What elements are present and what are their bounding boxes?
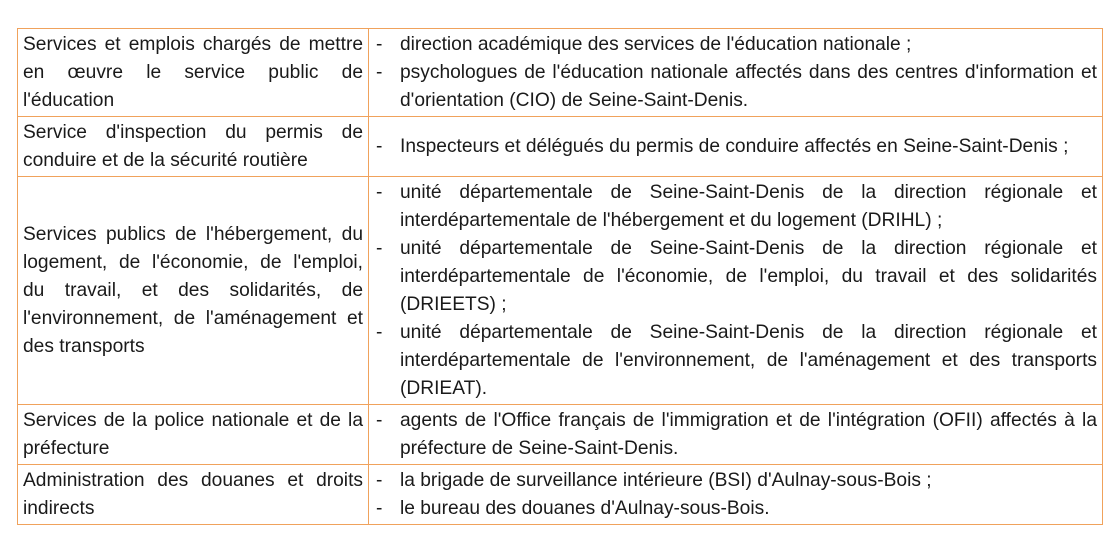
service-cell: Services publics de l'hébergement, du logement, de l'économie, de l'emploi, du travail, et des solidarités, de l'environnement, de l'aménagement et des transports xyxy=(18,177,369,405)
table-row xyxy=(18,177,1103,405)
table-row xyxy=(18,405,1103,465)
table-row xyxy=(18,465,1103,525)
service-cell: Services de la police nationale et de la préfecture xyxy=(18,405,369,465)
table-row xyxy=(18,117,1103,177)
service-cell: Service d'inspection du permis de conduire et de la sécurité routière xyxy=(18,117,369,177)
entities-cell xyxy=(369,465,1103,525)
list-item: - la brigade de surveillance intérieure (BSI) d'Aulnay-sous-Bois ; xyxy=(374,467,1097,495)
services-table xyxy=(17,28,1103,525)
entities-cell xyxy=(369,405,1103,465)
entities-cell xyxy=(369,177,1103,405)
table-row xyxy=(18,29,1103,117)
list-item: - unité départementale de Seine-Saint-Denis de la direction régionale et interdépartementale de l'environnement, de l'aménagement et des transports (DRIEAT). xyxy=(374,319,1097,403)
list-item: - psychologues de l'éducation nationale affectés dans des centres d'information et d'orientation (CIO) de Seine-Saint-Denis. xyxy=(374,59,1097,115)
list-item: - agents de l'Office français de l'immigration et de l'intégration (OFII) affectés à la préfecture de Seine-Saint-Denis. xyxy=(374,407,1097,463)
entity-list xyxy=(374,31,1097,115)
service-cell: Administration des douanes et droits indirects xyxy=(18,465,369,525)
list-item: - unité départementale de Seine-Saint-Denis de la direction régionale et interdépartementale de l'économie, de l'emploi, du travail et des solidarités (DRIEETS) ; xyxy=(374,235,1097,319)
entities-cell xyxy=(369,117,1103,177)
list-item: - le bureau des douanes d'Aulnay-sous-Bois. xyxy=(374,495,1097,523)
entity-list xyxy=(374,467,1097,523)
entity-list xyxy=(374,133,1097,161)
service-cell: Services et emplois chargés de mettre en œuvre le service public de l'éducation xyxy=(18,29,369,117)
entity-list xyxy=(374,407,1097,463)
list-item: - direction académique des services de l'éducation nationale ; xyxy=(374,31,1097,59)
entities-cell xyxy=(369,29,1103,117)
list-item: - unité départementale de Seine-Saint-Denis de la direction régionale et interdépartementale de l'hébergement et du logement (DRIHL) ; xyxy=(374,179,1097,235)
entity-list xyxy=(374,179,1097,403)
list-item: - Inspecteurs et délégués du permis de conduire affectés en Seine-Saint-Denis ; xyxy=(374,133,1097,161)
